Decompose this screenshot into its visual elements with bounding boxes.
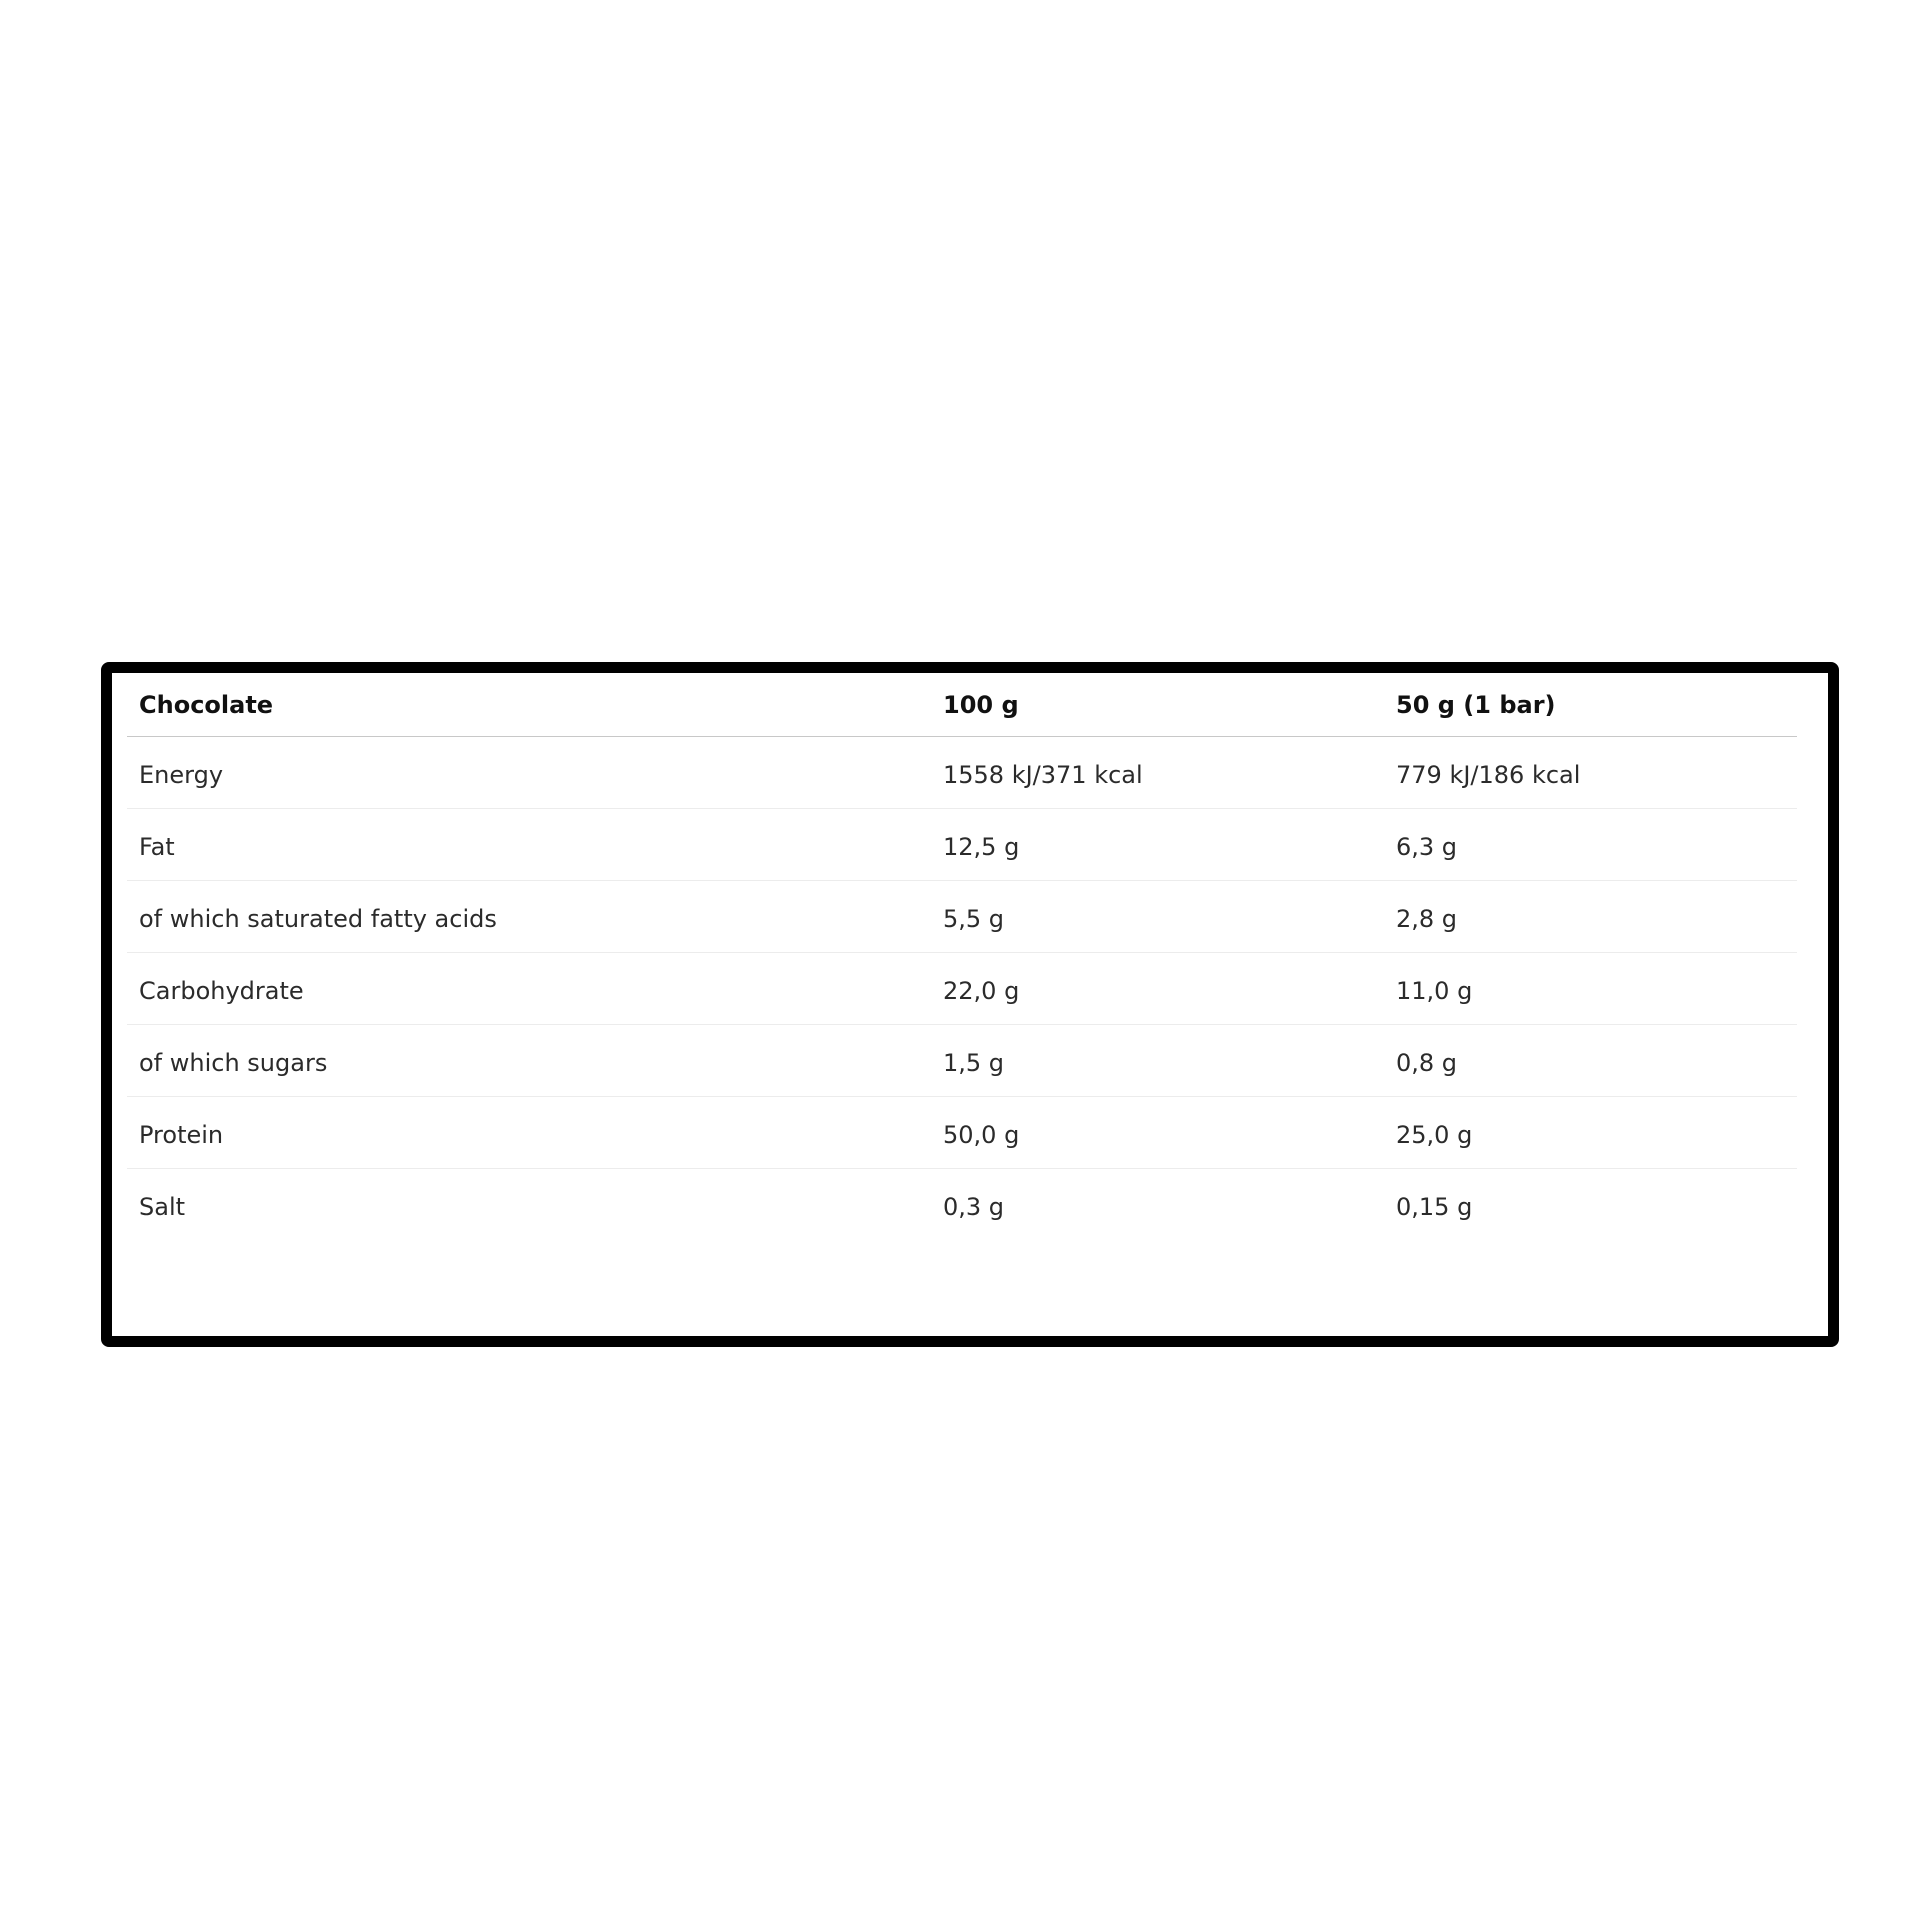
table-row-saturated-fat — [127, 881, 1797, 953]
value-per-bar: 6,3 g — [1396, 832, 1458, 861]
value-per-bar: 0,15 g — [1396, 1192, 1473, 1221]
nutrient-label: Fat — [139, 832, 175, 861]
value-per-bar: 779 kJ/186 kcal — [1396, 760, 1581, 789]
value-per-100g: 22,0 g — [943, 976, 1020, 1005]
value-per-100g: 1,5 g — [943, 1048, 1005, 1077]
table-row-energy — [127, 737, 1797, 809]
nutrition-table — [127, 670, 1797, 1240]
value-per-100g: 0,3 g — [943, 1192, 1005, 1221]
header-per-100g: 100 g — [943, 691, 1019, 719]
nutrient-label: Salt — [139, 1192, 186, 1221]
table-header-row — [127, 670, 1797, 737]
value-per-100g: 12,5 g — [943, 832, 1020, 861]
value-per-100g: 50,0 g — [943, 1120, 1020, 1149]
table-row-protein — [127, 1097, 1797, 1169]
table-row-salt — [127, 1169, 1797, 1240]
table-row-carbohydrate — [127, 953, 1797, 1025]
header-product: Chocolate — [139, 691, 274, 719]
value-per-bar: 0,8 g — [1396, 1048, 1458, 1077]
nutrient-label: Protein — [139, 1120, 224, 1149]
value-per-100g: 5,5 g — [943, 904, 1005, 933]
value-per-bar: 25,0 g — [1396, 1120, 1473, 1149]
nutrient-label: Carbohydrate — [139, 976, 304, 1005]
value-per-bar: 11,0 g — [1396, 976, 1473, 1005]
header-per-bar: 50 g (1 bar) — [1396, 691, 1556, 719]
nutrient-label: of which saturated fatty acids — [139, 904, 497, 933]
table-row-sugars — [127, 1025, 1797, 1097]
nutrient-label: of which sugars — [139, 1048, 328, 1077]
value-per-100g: 1558 kJ/371 kcal — [943, 760, 1143, 789]
table-row-fat — [127, 809, 1797, 881]
value-per-bar: 2,8 g — [1396, 904, 1458, 933]
nutrient-label: Energy — [139, 760, 224, 789]
